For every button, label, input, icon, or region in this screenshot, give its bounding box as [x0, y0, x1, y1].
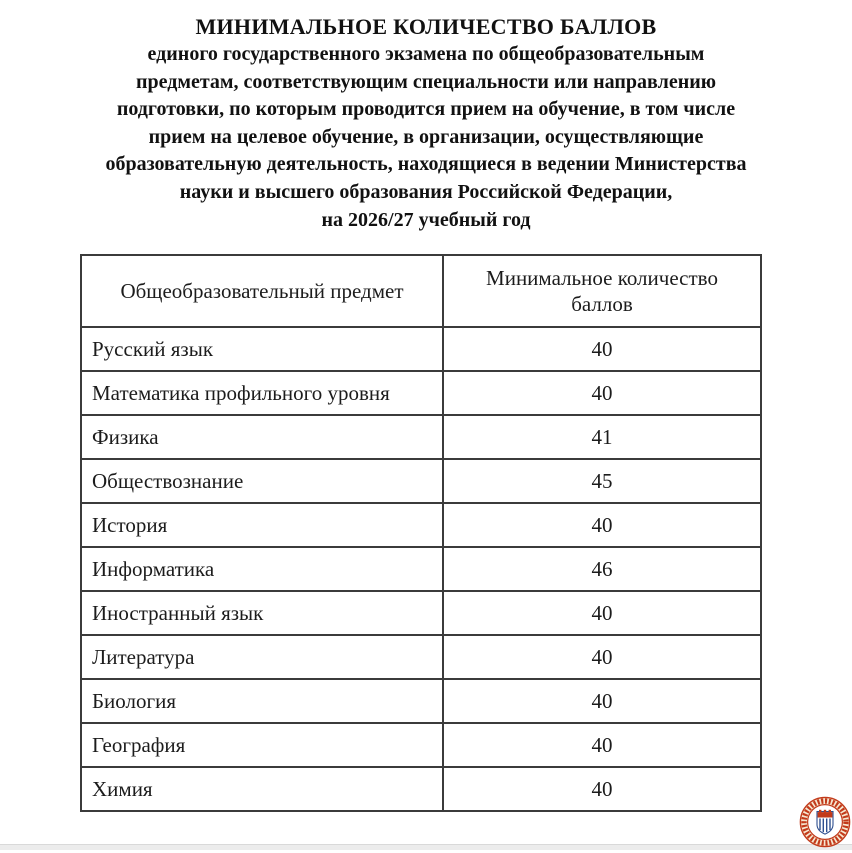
subject-cell: Физика — [81, 415, 443, 459]
score-cell: 40 — [443, 327, 761, 371]
table-row — [81, 591, 761, 635]
score-cell: 40 — [443, 503, 761, 547]
column-header-score: Минимальное количество баллов — [443, 255, 761, 327]
subject-cell: Литература — [81, 635, 443, 679]
subject-cell: Иностранный язык — [81, 591, 443, 635]
document-subtitle-line: подготовки, по которым проводится прием на обучение, в том числе — [116, 98, 736, 121]
table-header-row — [81, 255, 761, 327]
subject-cell: Математика профильного уровня — [81, 371, 443, 415]
document-subtitle-line: единого государственного экзамена по общеобразовательным — [147, 43, 705, 65]
table-row — [81, 679, 761, 723]
document-subtitle-line: прием на целевое обучение, в организации, осуществляющие — [148, 125, 704, 148]
document-title: МИНИМАЛЬНОЕ КОЛИЧЕСТВО БАЛЛОВ — [195, 14, 657, 39]
score-cell: 46 — [443, 547, 761, 591]
subject-cell: География — [81, 723, 443, 767]
document-subtitle-line: науки и высшего образования Российской Федерации, — [179, 180, 673, 203]
min-scores-table — [80, 254, 762, 812]
score-cell: 41 — [443, 415, 761, 459]
score-cell: 40 — [443, 679, 761, 723]
document-subtitle-line: предметам, соответствующим специальности или направлению — [135, 70, 717, 93]
subject-cell: Биология — [81, 679, 443, 723]
table-row — [81, 503, 761, 547]
subject-cell: История — [81, 503, 443, 547]
score-cell: 40 — [443, 723, 761, 767]
table-row — [81, 767, 761, 811]
score-cell: 40 — [443, 591, 761, 635]
table-row — [81, 459, 761, 503]
bottom-strip — [0, 844, 852, 850]
table-row — [81, 635, 761, 679]
subject-cell: Информатика — [81, 547, 443, 591]
score-cell: 40 — [443, 635, 761, 679]
subject-cell: Химия — [81, 767, 443, 811]
table-row — [81, 415, 761, 459]
column-header-subject: Общеобразовательный предмет — [81, 255, 443, 327]
subject-cell: Русский язык — [81, 327, 443, 371]
document-subtitle-line: образовательную деятельность, находящиеся в ведении Министерства — [105, 153, 747, 176]
score-cell: 40 — [443, 767, 761, 811]
watermark-emblem — [799, 796, 851, 848]
document-subtitle-line: на 2026/27 учебный год — [321, 208, 531, 231]
coat-of-arms-icon — [799, 796, 851, 848]
document-header — [0, 0, 852, 234]
table-row — [81, 547, 761, 591]
table-row — [81, 371, 761, 415]
table-row — [81, 327, 761, 371]
subject-cell: Обществознание — [81, 459, 443, 503]
table-row — [81, 723, 761, 767]
score-cell: 45 — [443, 459, 761, 503]
score-cell: 40 — [443, 371, 761, 415]
